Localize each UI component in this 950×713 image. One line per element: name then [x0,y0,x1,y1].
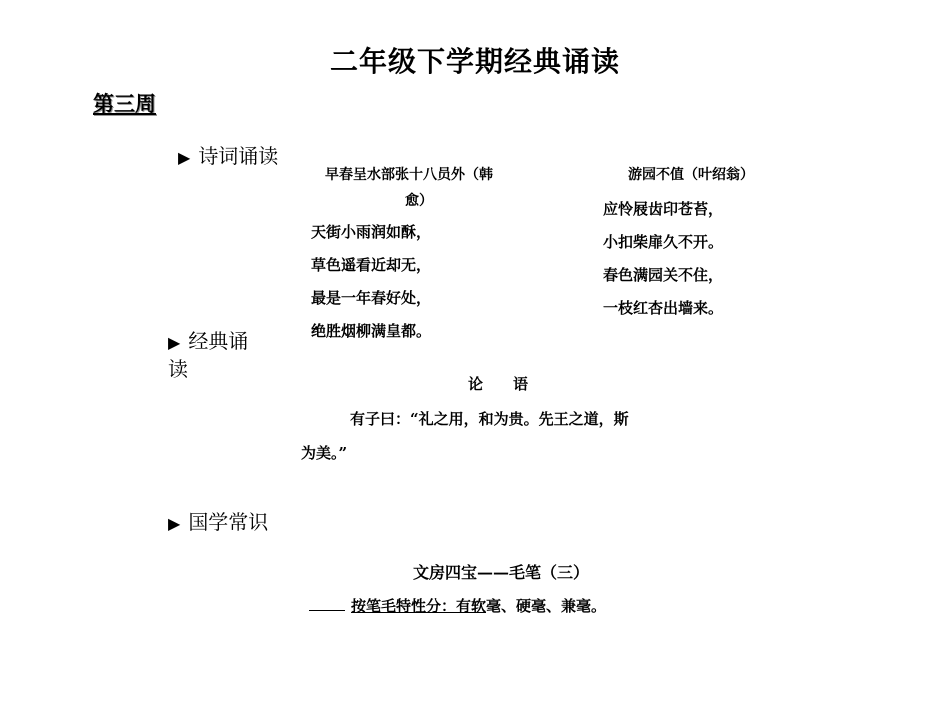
page-title: 二年级下学期经典诵读 [329,45,620,78]
poem-line: 小扣柴扉久不开。 [603,233,724,251]
poem-line: 绝胜烟柳满皇都。 [311,322,432,340]
poem-line: 草色遥看近却无， [311,256,432,274]
lunyu-line1: 有子曰：“礼之用，和为贵。先王之道，斯 [350,410,629,428]
poem-line: 应怜屐齿印苍苔， [603,200,724,218]
section-classics-label-cont: 读 [168,357,188,381]
section-poetry [178,140,278,169]
section-classics-label: 经典诵 [188,329,249,353]
week-label: 第三周 [93,91,156,116]
guoxue-title: 文房四宝——毛笔（三） [413,563,590,582]
poem-line: 天街小雨润如酥， [311,223,432,241]
poem-line: 一枝红杏出墙来。 [603,299,724,317]
bullet-arrow-icon: ▶ [168,333,181,352]
poem2-title: 游园不值（叶绍翁） [628,167,754,183]
poem-line: 最是一年春好处， [311,289,432,307]
bullet-arrow-icon: ▶ [168,514,181,533]
lunyu-line2: 为美。” [301,444,348,462]
poem-line: 春色满园关不住， [603,266,724,284]
section-classics [168,325,248,354]
bullet-arrow-icon: ▶ [178,148,191,167]
poem1-title-line2: 愈） [405,193,433,209]
poem1-body [311,216,431,348]
section-poetry-label: 诗词诵读 [198,144,279,168]
lunyu-title: 论 语 [468,375,529,393]
poem2-body [603,193,723,325]
section-guoxue [168,506,268,535]
guoxue-text-rest: 毫、硬毫、兼毫。 [486,597,607,615]
guoxue-text [309,595,606,616]
fill-blank [309,596,345,611]
section-guoxue-label: 国学常识 [188,510,269,534]
guoxue-text-underlined: 按笔毛特性分：有软 [351,597,487,615]
poem1-title-line1: 早春呈水部张十八员外（韩 [325,167,493,183]
